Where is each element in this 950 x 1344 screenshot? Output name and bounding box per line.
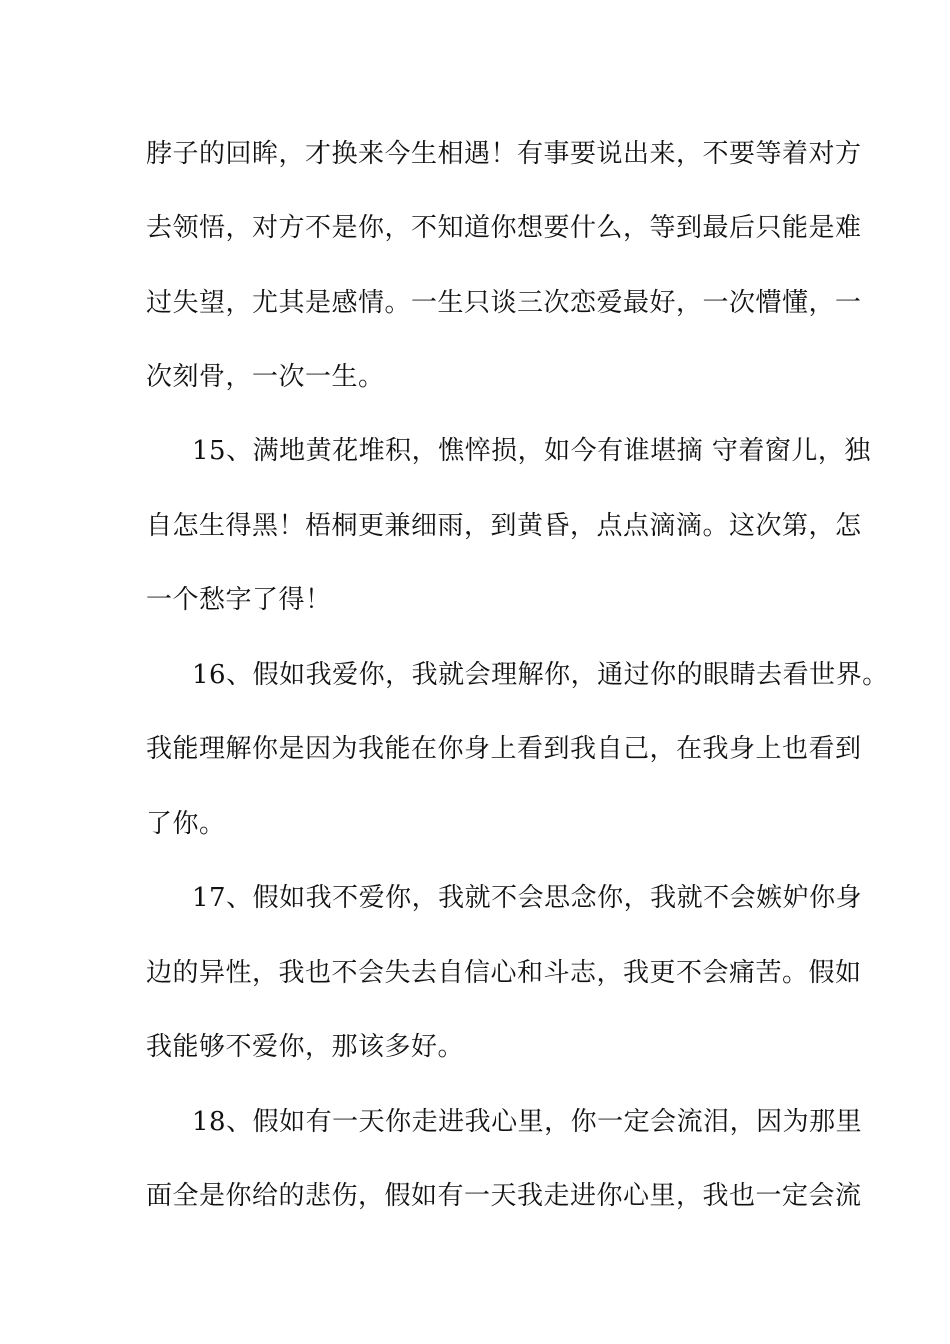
text-line: 自怎生得黑！梧桐更兼细雨，到黄昏，点点滴滴。这次第，怎 xyxy=(146,511,862,541)
text-line: 我能够不爱你，那该多好。 xyxy=(146,1032,465,1062)
text-line: 17、假如我不爱你，我就不会思念你，我就不会嫉妒你身 xyxy=(192,883,863,913)
text-line: 一个愁字了得！ xyxy=(146,585,332,615)
text-line: 脖子的回眸，才换来今生相遇！有事要说出来，不要等着对方 xyxy=(146,139,862,169)
text-line: 过失望，尤其是感情。一生只谈三次恋爱最好，一次懵懂，一 xyxy=(146,288,862,318)
text-line: 次刻骨，一次一生。 xyxy=(146,362,385,392)
text-line: 15、满地黄花堆积，憔悴损，如今有谁堪摘 守着窗儿，独 xyxy=(192,436,871,466)
text-line: 18、假如有一天你走进我心里，你一定会流泪，因为那里 xyxy=(192,1107,863,1137)
text-line: 边的异性，我也不会失去自信心和斗志，我更不会痛苦。假如 xyxy=(146,958,862,988)
text-line: 了你。 xyxy=(146,809,226,839)
text-line: 面全是你给的悲伤，假如有一天我走进你心里，我也一定会流 xyxy=(146,1181,862,1211)
text-line: 去领悟，对方不是你，不知道你想要什么，等到最后只能是难 xyxy=(146,213,862,243)
text-line: 我能理解你是因为我能在你身上看到我自己，在我身上也看到 xyxy=(146,734,862,764)
text-line: 16、假如我爱你，我就会理解你，通过你的眼睛去看世界。 xyxy=(192,660,889,690)
